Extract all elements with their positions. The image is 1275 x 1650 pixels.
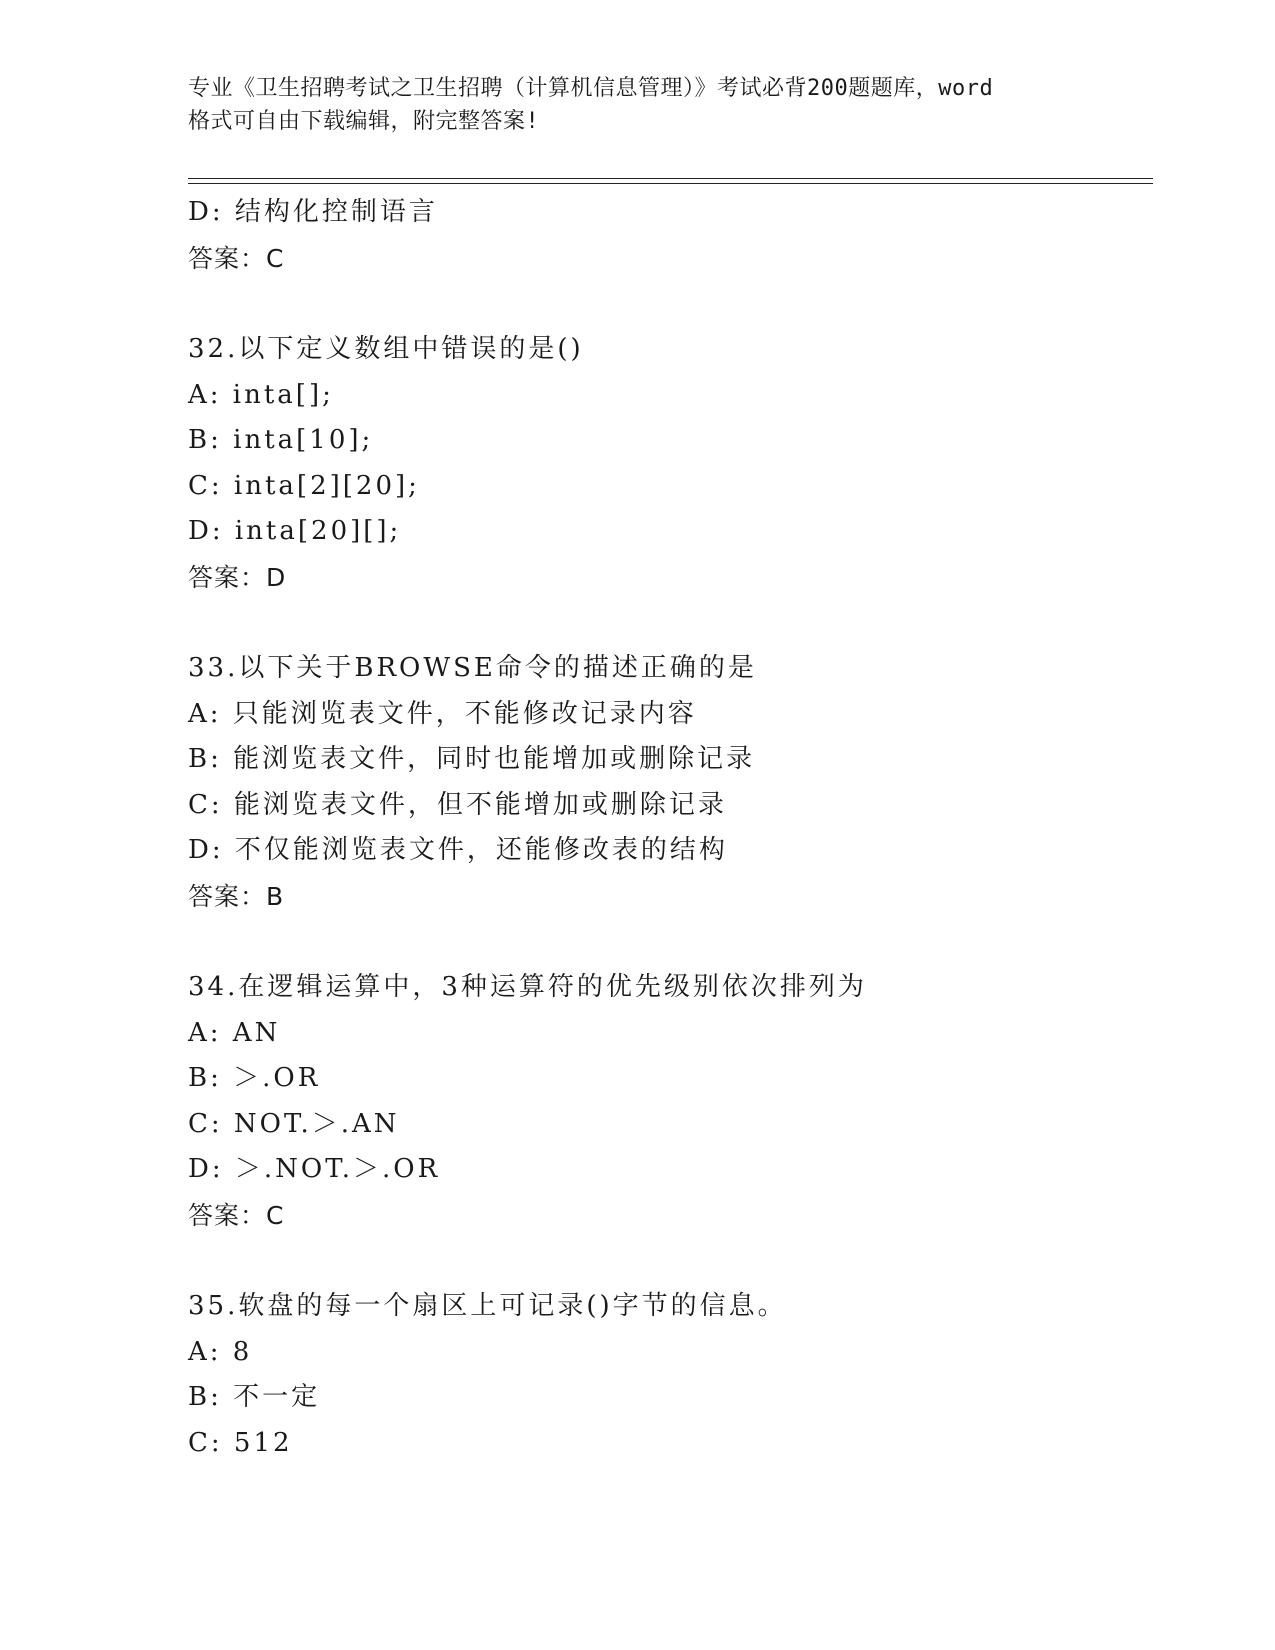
header-line-2: 格式可自由下载编辑，附完整答案!: [188, 109, 540, 134]
option-c: C: 512: [188, 1427, 293, 1458]
option-d: D: ＞.NOT.＞.OR: [188, 1154, 441, 1184]
option-a: A: inta[];: [188, 379, 334, 410]
question-34: [188, 965, 1148, 1238]
question-32: [188, 327, 1148, 600]
option-a: A: 8: [188, 1336, 253, 1367]
spacer: [188, 1238, 1148, 1284]
answer-line: 答案：C: [188, 243, 285, 273]
option-b: B: 不一定: [188, 1382, 321, 1412]
document-header: [188, 72, 1088, 138]
question-stem: 35.软盘的每一个扇区上可记录()字节的信息。: [188, 1291, 787, 1321]
option-a: A: AN: [188, 1017, 281, 1048]
option-b: B: inta[10];: [188, 425, 374, 455]
answer-line: 答案：C: [188, 1200, 285, 1230]
question-stem: 32.以下定义数组中错误的是(): [188, 334, 584, 364]
question-list: [188, 190, 1148, 1466]
option-d: D: 结构化控制语言: [188, 197, 438, 227]
header-line-1: 专业《卫生招聘考试之卫生招聘（计算机信息管理）》考试必背200题题库，word: [188, 76, 994, 101]
question-stem: 34.在逻辑运算中，3种运算符的优先级别依次排列为: [188, 972, 867, 1002]
option-a: A: 只能浏览表文件，不能修改记录内容: [188, 698, 697, 729]
answer-line: 答案：D: [188, 562, 287, 592]
option-c: C: inta[2][20];: [188, 470, 420, 501]
option-c: C: NOT.＞.AN: [188, 1108, 400, 1139]
question-35: [188, 1284, 1148, 1466]
question-33: [188, 646, 1148, 919]
option-d: D: 不仅能浏览表文件，还能修改表的结构: [188, 835, 728, 865]
answer-line: 答案：B: [188, 881, 285, 911]
spacer: [188, 600, 1148, 646]
question-stem: 33.以下关于BROWSE命令的描述正确的是: [188, 653, 757, 683]
spacer: [188, 281, 1148, 327]
option-c: C: 能浏览表文件，但不能增加或删除记录: [188, 789, 727, 820]
spacer: [188, 919, 1148, 965]
question-fragment: [188, 190, 1148, 281]
option-b: B: ＞.OR: [188, 1063, 321, 1093]
option-d: D: inta[20][];: [188, 516, 402, 546]
header-rule-bottom: [188, 183, 1153, 184]
option-b: B: 能浏览表文件，同时也能增加或删除记录: [188, 744, 756, 774]
header-rule-top: [188, 178, 1153, 179]
